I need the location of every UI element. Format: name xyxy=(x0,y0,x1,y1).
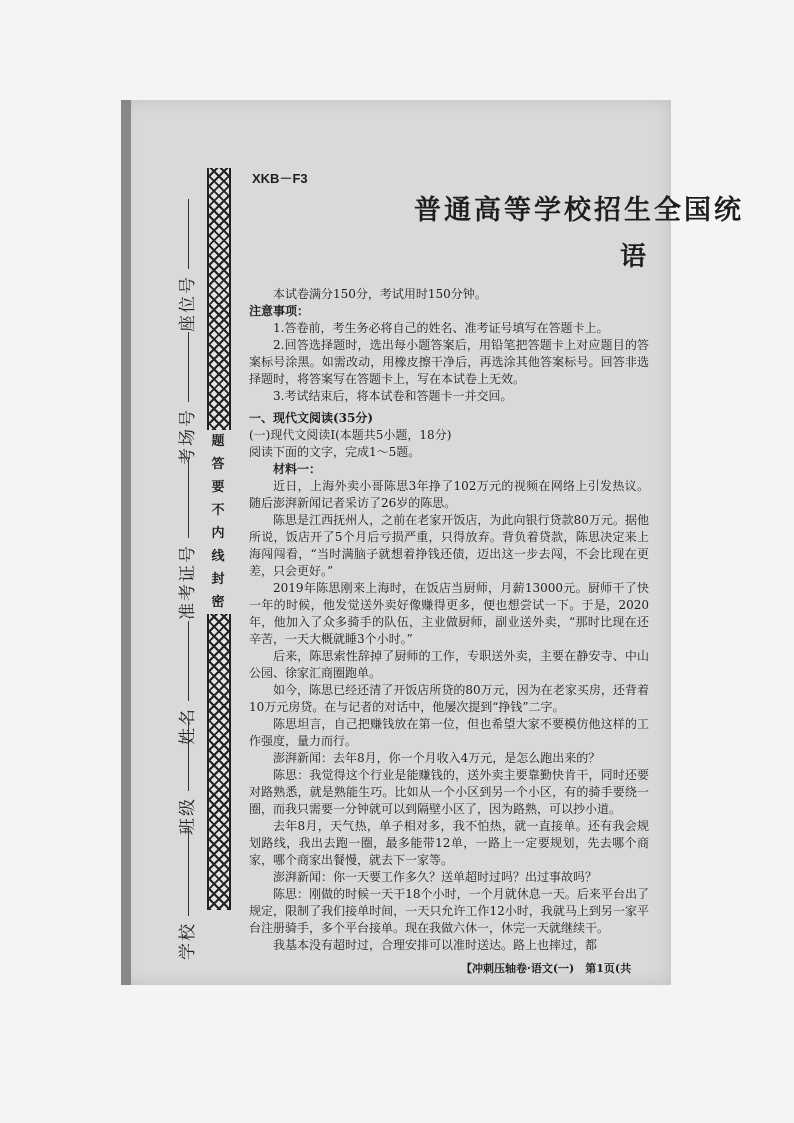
exam-title: 普通高等学校招生全国统 xyxy=(414,195,744,226)
notice-item: 1.答卷前，考生务必将自己的姓名、准考证号填写在答题卡上。 xyxy=(273,321,609,335)
paragraph: 去年8月，天气热，单子相对多，我不怕热，就一直接单。还有我会规划路线，我出去跑一圈，最多能带12单，一路上一定要规划，先去哪个商家，哪个商家出餐慢，就去下一家等。 xyxy=(249,819,649,867)
seal-char: 要 xyxy=(211,480,225,495)
paragraph: 后来，陈思索性辞掉了厨师的工作，专职送外卖，主要在静安寺、中山公园、徐家汇商圈跑单。 xyxy=(249,649,649,680)
seal-char: 封 xyxy=(211,572,225,587)
exam-body xyxy=(249,286,649,954)
blank-line xyxy=(188,199,189,269)
material-label: 材料一： xyxy=(273,462,322,476)
notice-item: 2.回答选择题时，选出每小题答案后，用铅笔把答题卡上对应题目的答案标号涂黑。如需改动，用橡皮擦干净后，再选涂其他答案标号。回答非选择题时，将答案写在答题卡上，写在本试卷上无效。 xyxy=(249,338,649,386)
exam-ticket-field xyxy=(173,458,198,620)
seal-char: 密 xyxy=(211,595,225,610)
seal-line-text xyxy=(205,430,231,614)
paragraph: 我基本没有超时过，合理安排可以准时送达。路上也摔过，都 xyxy=(273,938,598,952)
blank-line xyxy=(188,332,189,402)
paragraph: 澎湃新闻：你一天要工作多久？送单超时过吗？出过事故吗？ xyxy=(273,870,598,884)
section-heading: 一、现代文阅读(35分) xyxy=(249,411,374,425)
seat-number-field xyxy=(173,199,198,332)
exam-paper xyxy=(121,100,744,985)
notice-item: 3.考试结束后，将本试卷和答题卡一并交回。 xyxy=(273,389,513,403)
subsection-heading: (一)现代文阅读Ⅰ(本题共5小题，18分) xyxy=(249,428,452,442)
page-footer: 【冲刺压轴卷·语文(一) 第1页(共 xyxy=(461,962,632,975)
class-field xyxy=(173,721,198,835)
paragraph: 近日，上海外卖小哥陈思3年挣了102万元的视频在网络上引发热议。随后澎湃新闻记者采访了26岁的陈思。 xyxy=(249,479,649,510)
blank-line xyxy=(188,621,189,701)
field-label: 准考证号 xyxy=(178,544,198,620)
subject-title: 语 xyxy=(620,242,647,272)
paragraph: 澎湃新闻：去年8月，你一个月收入4万元，是怎么跑出来的？ xyxy=(273,751,601,765)
exam-summary: 本试卷满分150分，考试用时150分钟。 xyxy=(273,287,487,301)
reading-instruction: 阅读下面的文字，完成1～5题。 xyxy=(249,445,421,459)
blank-line xyxy=(188,721,189,791)
paragraph: 陈思：我觉得这个行业是能赚钱的，送外卖主要靠勤快肯干，同时还要对路熟悉，就是熟能生巧。比如从一个小区到另一个小区，有的骑手要绕一圈，而我只需要一分钟就可以到隔壁小区了，因为路熟，可以抄小道。 xyxy=(249,768,649,816)
school-field xyxy=(173,826,198,960)
field-label: 考场号 xyxy=(178,408,198,465)
field-label: 学校 xyxy=(178,922,198,960)
notice-heading: 注意事项： xyxy=(249,304,310,318)
paragraph: 陈思是江西抚州人，之前在老家开饭店，为此向银行贷款80万元。据他所说，饭店开了5个月后亏损严重，只得放弃。背负着贷款，陈思决定来上海闯闯看，“当时满脑子就想着挣钱还债，迈出这一步去闯，不会比现在更差，只会更好。” xyxy=(249,513,649,578)
field-label: 班级 xyxy=(178,797,198,835)
blank-line xyxy=(188,826,189,916)
seal-char: 线 xyxy=(211,549,225,564)
paragraph: 陈思坦言，自己把赚钱放在第一位，但也希望大家不要模仿他这样的工作强度，量力而行。 xyxy=(249,717,649,748)
seal-char: 题 xyxy=(211,434,225,449)
paragraph: 2019年陈思刚来上海时，在饭店当厨师，月薪13000元。厨师干了快一年的时候，他发觉送外卖好像赚得更多，便也想尝试一下。于是，2020年，他加入了众多骑手的队伍，主业做厨师，副业送外卖，“那时比现在还辛苦，一天大概就睡3个小时。” xyxy=(249,581,649,646)
field-label: 座位号 xyxy=(178,275,198,332)
seal-char: 内 xyxy=(211,526,225,541)
seal-char: 不 xyxy=(211,503,225,518)
paper-code: XKB－F3 xyxy=(252,171,308,186)
exam-room-field xyxy=(173,332,198,465)
paragraph: 陈思：刚做的时候一天干18个小时，一个月就休息一天。后来平台出了规定，限制了我们接单时间，一天只允许工作12小时，我就马上到另一家平台注册骑手，多个平台接单。现在我做六休一，休完一天就继续干。 xyxy=(249,887,649,935)
seal-char: 答 xyxy=(211,457,225,472)
blank-line xyxy=(188,458,189,538)
paper-edge xyxy=(121,100,131,985)
paragraph: 如今，陈思已经还清了开饭店所贷的80万元，因为在老家买房，还背着10万元房贷。在与记者的对话中，他屡次提到“挣钱”二字。 xyxy=(249,683,649,714)
field-label: 姓名 xyxy=(178,707,198,745)
